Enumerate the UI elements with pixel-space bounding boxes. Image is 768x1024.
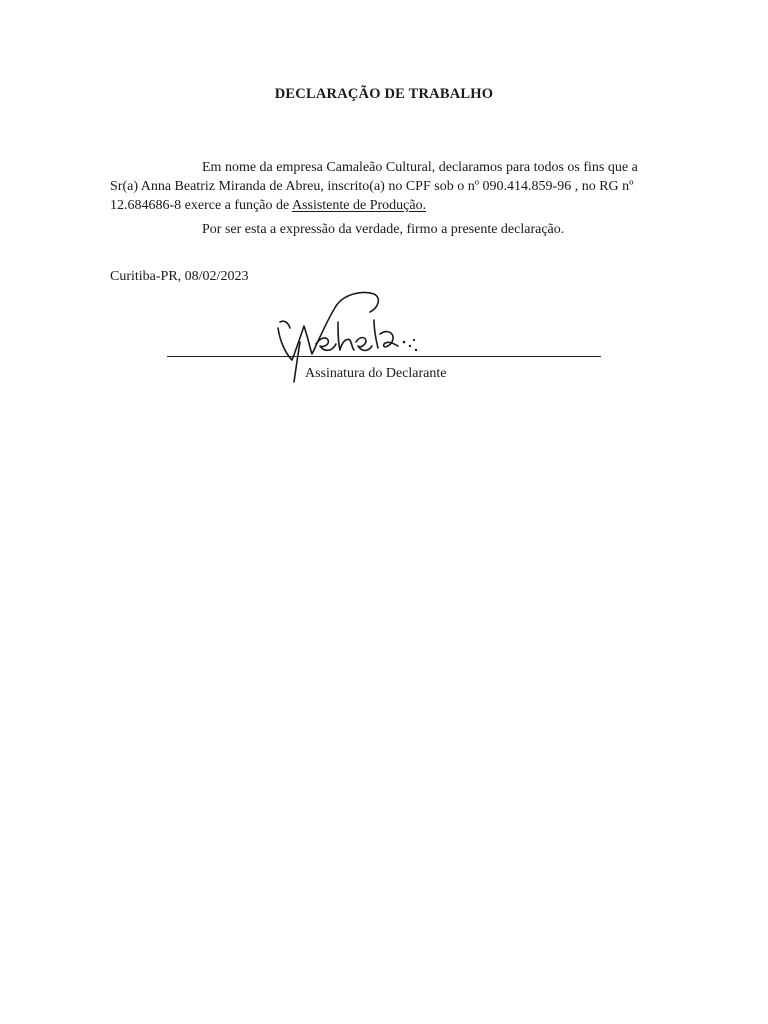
declaration-text: Em nome da empresa Camaleão Cultural, declaramos para todos os fins que a Sr(a) Anna Beatriz Miranda de Abreu, inscrito(a) no CPF sob o nº 090.414.859-96 , no RG nº 12.684686-8 exerce a função de — [110, 160, 638, 213]
truth-statement: Por ser esta a expressão da verdade, firmo a presente declaração. — [202, 222, 565, 237]
document-title: DECLARAÇÃO DE TRABALHO — [274, 86, 494, 102]
signature-caption: Assinatura do Declarante — [305, 366, 447, 381]
declaration-paragraph — [110, 158, 655, 215]
job-role: Assistente de Produção. — [291, 198, 427, 213]
place-and-date: Curitiba-PR, 08/02/2023 — [110, 269, 249, 284]
signature-line — [167, 356, 601, 357]
